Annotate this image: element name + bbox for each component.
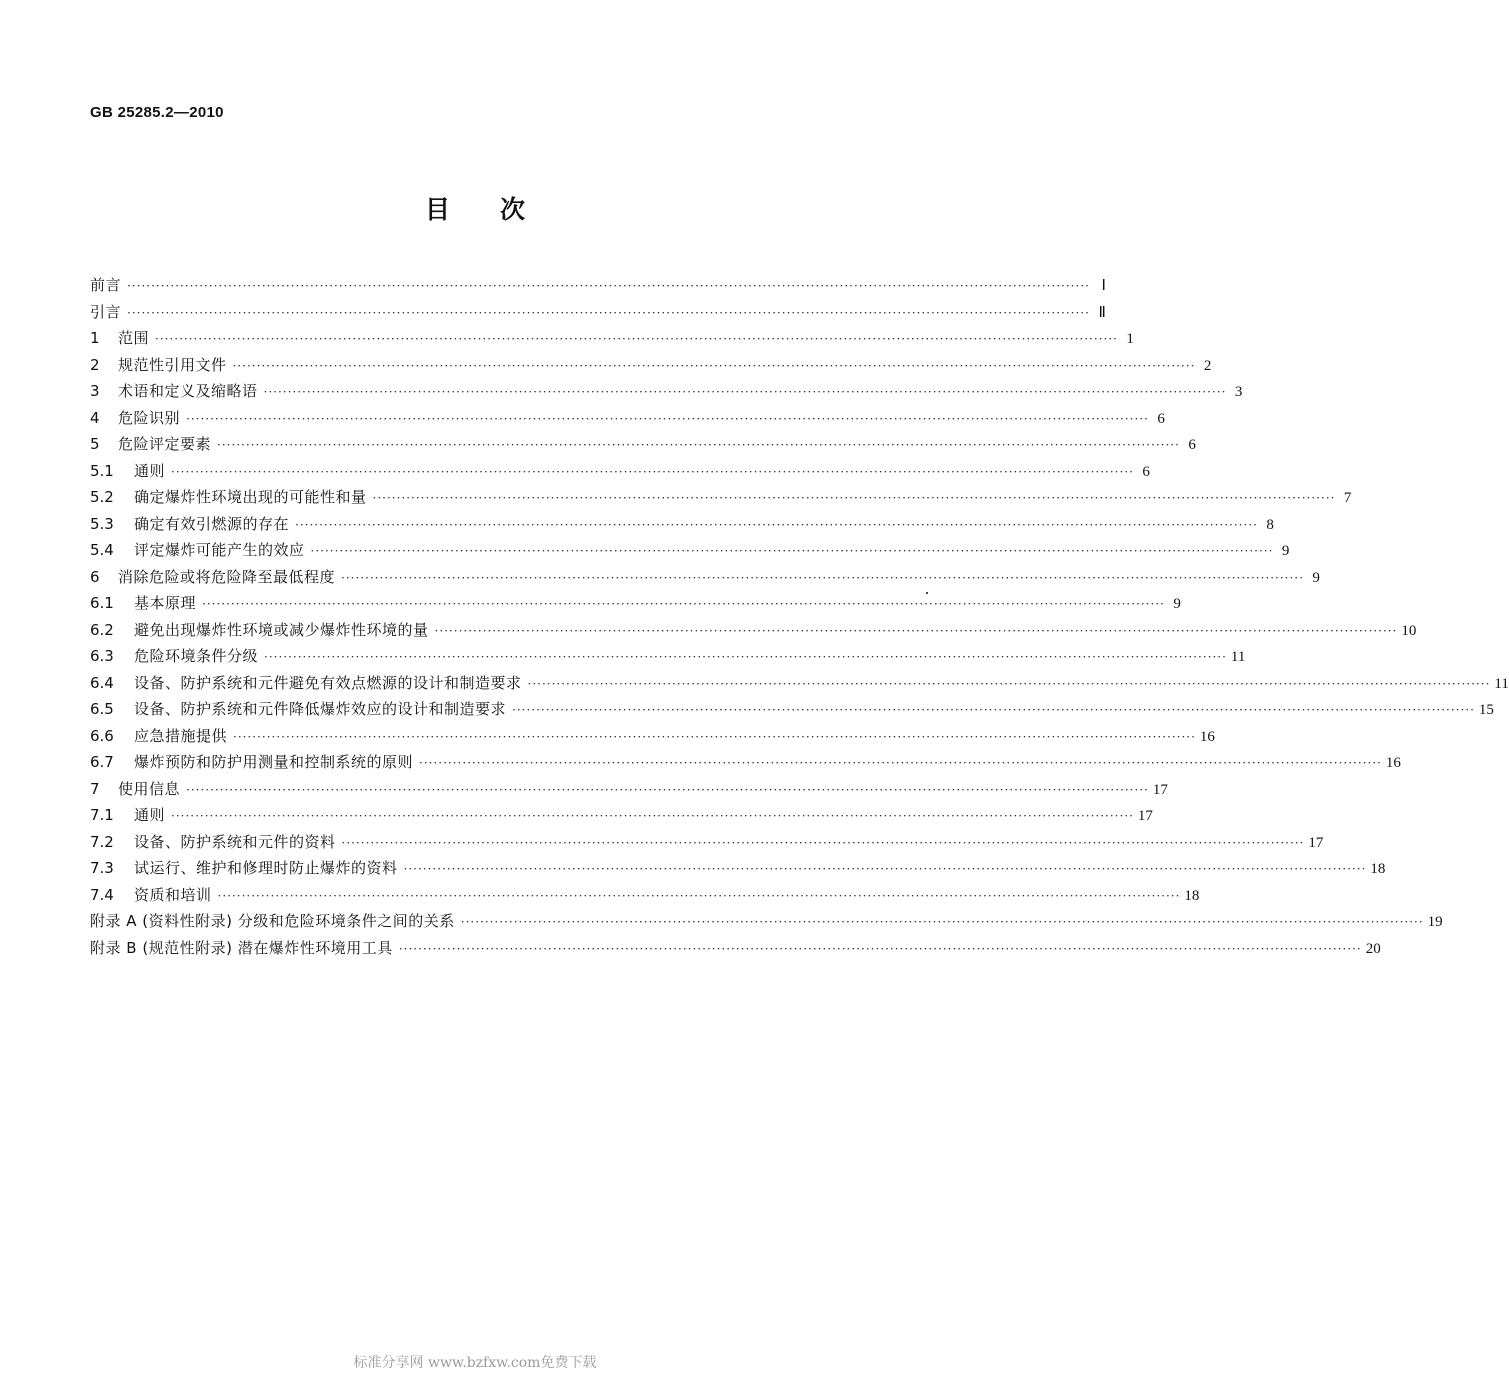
toc-entry[interactable] <box>90 378 1243 405</box>
toc-leader-dots: ········································································································································································································ <box>186 782 1149 797</box>
toc-entry[interactable] <box>90 352 1212 379</box>
toc-leader-dots: ········································································································································································································ <box>233 729 1196 744</box>
toc-entry-number: 5.1 <box>90 461 114 480</box>
toc-entry-page: 17 <box>1152 781 1168 798</box>
toc-entry[interactable] <box>90 590 1181 617</box>
toc-entry-label: 范围 <box>118 329 150 347</box>
toc-entry-page: 6 <box>1157 410 1165 427</box>
toc-entry-label: 引言 <box>90 302 122 321</box>
toc-entry-number: 6.5 <box>90 700 114 718</box>
toc-entry-page: 16 <box>1385 755 1401 771</box>
toc-entry[interactable] <box>90 908 1443 935</box>
toc-entry-page: 9 <box>1281 543 1290 559</box>
toc-entry-number: 5.3 <box>90 514 114 533</box>
toc-entry-number: 7.4 <box>90 885 114 904</box>
toc-leader-dots: ········································································································································································································ <box>264 650 1227 664</box>
toc-entry[interactable] <box>90 643 1246 670</box>
toc-entry-page: 17 <box>1308 834 1324 851</box>
toc-leader-dots: ········································································································································································································ <box>217 888 1181 903</box>
toc-entry-label: 规范性引用文件 <box>118 355 227 374</box>
toc-entry-number: 7.2 <box>90 832 114 851</box>
toc-entry[interactable] <box>90 272 1106 299</box>
toc-entry-page: Ⅱ <box>1098 304 1106 321</box>
toc-entry-label: 确定有效引燃源的存在 <box>134 514 290 533</box>
toc-entry-label: 附录 A (资料性附录) 分级和危险环境条件之间的关系 <box>90 912 455 930</box>
toc-entry[interactable] <box>90 855 1386 882</box>
toc-leader-dots: ········································································································································································································ <box>372 491 1336 505</box>
toc-entry-label: 危险评定要素 <box>118 435 212 453</box>
toc-entry-page: 6 <box>1142 463 1150 480</box>
toc-entry-label: 评定爆炸可能产生的效应 <box>134 541 305 559</box>
toc-entry-label: 设备、防护系统和元件的资料 <box>134 832 336 851</box>
toc-entry[interactable] <box>90 325 1134 352</box>
toc-entry-page: 10 <box>1401 622 1417 639</box>
toc-leader-dots: ········································································································································································································ <box>217 438 1180 452</box>
toc-entry[interactable] <box>90 802 1153 829</box>
toc-entry-page: 9 <box>1312 569 1320 586</box>
toc-entry[interactable] <box>90 299 1106 326</box>
toc-entry[interactable] <box>90 723 1215 750</box>
toc-entry-page: 19 <box>1427 914 1443 930</box>
toc-entry[interactable] <box>90 749 1401 776</box>
toc-entry-label: 危险识别 <box>118 408 181 427</box>
standard-code: GB 25285.2—2010 <box>90 104 224 121</box>
toc-leader-dots: ········································································································································································································ <box>341 835 1305 850</box>
toc-entry-page: 8 <box>1266 516 1274 533</box>
toc-leader-dots: ········································································································································································································ <box>263 385 1227 399</box>
toc-entry[interactable] <box>90 405 1165 432</box>
toc-leader-dots: ········································································································································································································ <box>434 623 1398 638</box>
scan-mark <box>926 592 928 594</box>
toc-leader-dots: ········································································································································································································ <box>527 676 1491 691</box>
toc-entry[interactable] <box>90 696 1494 723</box>
toc-entry[interactable] <box>90 829 1324 856</box>
toc-entry-number: 3 <box>90 382 100 400</box>
toc-entry-label: 使用信息 <box>118 779 181 798</box>
toc-leader-dots: ········································································································································································································ <box>460 915 1424 929</box>
toc-leader-dots: ········································································································································································································ <box>419 756 1382 770</box>
toc-entry-page: 9 <box>1173 596 1181 612</box>
toc-entry-label: 附录 B (规范性附录) 潜在爆炸性环境用工具 <box>90 938 393 957</box>
toc-entry-label: 资质和培训 <box>134 885 212 904</box>
toc-entry-number: 5.4 <box>90 541 114 559</box>
toc-entry[interactable] <box>90 484 1352 511</box>
toc-entry-label: 通则 <box>134 461 166 480</box>
toc-entry-number: 6.4 <box>90 673 114 692</box>
toc-entry-page: 20 <box>1365 940 1381 957</box>
toc-entry[interactable] <box>90 670 1509 697</box>
table-of-contents <box>90 272 1509 961</box>
toc-entry-number: 4 <box>90 408 100 427</box>
toc-entry-page: 18 <box>1184 887 1200 904</box>
toc-entry-page: 16 <box>1199 728 1215 745</box>
toc-leader-dots: ········································································································································································································ <box>232 358 1196 373</box>
toc-entry-label: 通则 <box>134 806 166 824</box>
toc-entry-page: 7 <box>1343 490 1352 506</box>
toc-entry-number: 1 <box>90 329 100 347</box>
toc-entry-page: 11 <box>1230 649 1246 665</box>
toc-entry-number: 6.3 <box>90 647 114 665</box>
toc-entry-number: 6.6 <box>90 726 114 745</box>
toc-entry-page: 2 <box>1203 357 1212 374</box>
toc-entry-page: 18 <box>1370 861 1386 877</box>
toc-entry-page: 1 <box>1126 331 1134 347</box>
toc-entry-label: 前言 <box>90 276 122 294</box>
toc-entry-label: 避免出现爆炸性环境或减少爆炸性环境的量 <box>134 620 429 639</box>
toc-entry-number: 5.2 <box>90 488 114 506</box>
toc-entry[interactable] <box>90 458 1150 485</box>
toc-entry[interactable] <box>90 431 1196 458</box>
toc-entry-page: 6 <box>1188 437 1196 453</box>
toc-entry-page: 3 <box>1234 384 1243 400</box>
toc-leader-dots: ········································································································································································································ <box>155 332 1118 346</box>
toc-leader-dots: ········································································································································································································ <box>202 597 1165 611</box>
toc-entry-number: 6.2 <box>90 620 114 639</box>
toc-entry-page: 17 <box>1137 808 1153 824</box>
toc-entry-label: 爆炸预防和防护用测量和控制系统的原则 <box>134 753 414 771</box>
toc-entry[interactable] <box>90 564 1320 591</box>
toc-entry-label: 设备、防护系统和元件降低爆炸效应的设计和制造要求 <box>134 700 507 718</box>
toc-entry[interactable] <box>90 882 1200 909</box>
toc-entry-label: 危险环境条件分级 <box>134 647 259 665</box>
toc-leader-dots: ········································································································································································································ <box>171 464 1134 479</box>
toc-entry[interactable] <box>90 935 1381 962</box>
toc-leader-dots: ········································································································································································································ <box>403 862 1367 876</box>
toc-entry-number: 5 <box>90 435 100 453</box>
toc-entry-number: 6.1 <box>90 594 114 612</box>
toc-entry-number: 7.3 <box>90 859 114 877</box>
toc-entry[interactable] <box>90 617 1417 644</box>
toc-leader-dots: ········································································································································································································ <box>512 703 1475 717</box>
toc-entry-label: 确定爆炸性环境出现的可能性和量 <box>134 488 367 506</box>
toc-entry-label: 应急措施提供 <box>134 726 228 745</box>
toc-entry[interactable] <box>90 511 1274 538</box>
toc-leader-dots: ········································································································································································································ <box>295 517 1258 532</box>
toc-entry-label: 术语和定义及缩略语 <box>118 382 258 400</box>
toc-entry-page: 11 <box>1494 675 1509 692</box>
toc-entry-label: 基本原理 <box>134 594 197 612</box>
page-title: 目次 <box>424 195 575 224</box>
toc-entry-label: 试运行、维护和修理时防止爆炸的资料 <box>134 859 398 877</box>
watermark: 标准分享网 www.bzfxw.com免费下载 <box>353 1355 597 1371</box>
toc-leader-dots: ········································································································································································································ <box>310 544 1274 558</box>
toc-leader-dots: ········································································································································································································ <box>186 411 1149 426</box>
toc-leader-dots: ········································································································································································································ <box>127 279 1090 293</box>
toc-entry-number: 6.7 <box>90 753 114 771</box>
toc-entry[interactable] <box>90 776 1168 803</box>
toc-leader-dots: ········································································································································································································ <box>127 305 1090 320</box>
toc-leader-dots: ········································································································································································································ <box>171 809 1134 823</box>
toc-entry[interactable] <box>90 537 1290 564</box>
toc-entry-number: 6 <box>90 567 100 586</box>
toc-entry-label: 设备、防护系统和元件避免有效点燃源的设计和制造要求 <box>134 673 522 692</box>
toc-entry-label: 消除危险或将危险降至最低程度 <box>118 567 336 586</box>
toc-entry-number: 7 <box>90 779 100 798</box>
toc-entry-page: 15 <box>1478 702 1494 718</box>
toc-entry-number: 2 <box>90 355 100 374</box>
toc-entry-number: 7.1 <box>90 806 114 824</box>
toc-leader-dots: ········································································································································································································ <box>398 941 1362 956</box>
toc-entry-page: Ⅰ <box>1101 278 1106 294</box>
toc-leader-dots: ········································································································································································································ <box>341 570 1304 585</box>
